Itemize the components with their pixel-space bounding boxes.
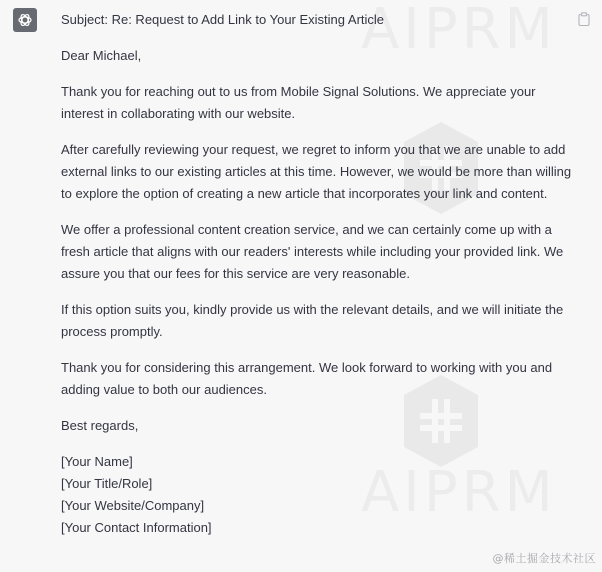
chatgpt-logo-icon bbox=[17, 12, 33, 28]
email-signature bbox=[61, 451, 574, 539]
message-content bbox=[40, 8, 602, 572]
signature-line: [Your Contact Information] bbox=[61, 520, 212, 535]
signature-line: [Your Name] bbox=[61, 454, 133, 469]
source-watermark: @稀土掘金技术社区 bbox=[492, 552, 596, 565]
clipboard-icon bbox=[578, 12, 590, 26]
signature-line: [Your Title/Role] bbox=[61, 476, 153, 491]
email-salutation: Dear Michael, bbox=[61, 48, 142, 63]
signature-line: [Your Website/Company] bbox=[61, 498, 205, 513]
email-paragraph: Thank you for reaching out to us from Mobile Signal Solutions. We appreciate your interest in collaborating with our website. bbox=[61, 84, 536, 121]
email-closing: Best regards, bbox=[61, 418, 139, 433]
email-subject: Subject: Re: Request to Add Link to Your Existing Article bbox=[61, 12, 385, 27]
email-paragraph: We offer a professional content creation service, and we can certainly come up with a fresh article that aligns with our readers' interests while including your provided link. We assure you that our fees for this service are very reasonable. bbox=[61, 222, 564, 281]
email-paragraph: If this option suits you, kindly provide us with the relevant details, and we will initiate the process promptly. bbox=[61, 302, 564, 339]
avatar-column bbox=[0, 8, 40, 572]
avatar bbox=[13, 8, 37, 32]
email-paragraph: Thank you for considering this arrangement. We look forward to working with you and adding value to both our audiences. bbox=[61, 360, 553, 397]
email-paragraph: After carefully reviewing your request, we regret to inform you that we are unable to add external links to our existing articles at this time. However, we would be more than willing to explore the option of creating a new article that incorporates your link and content. bbox=[61, 142, 572, 201]
copy-button[interactable] bbox=[578, 12, 590, 26]
